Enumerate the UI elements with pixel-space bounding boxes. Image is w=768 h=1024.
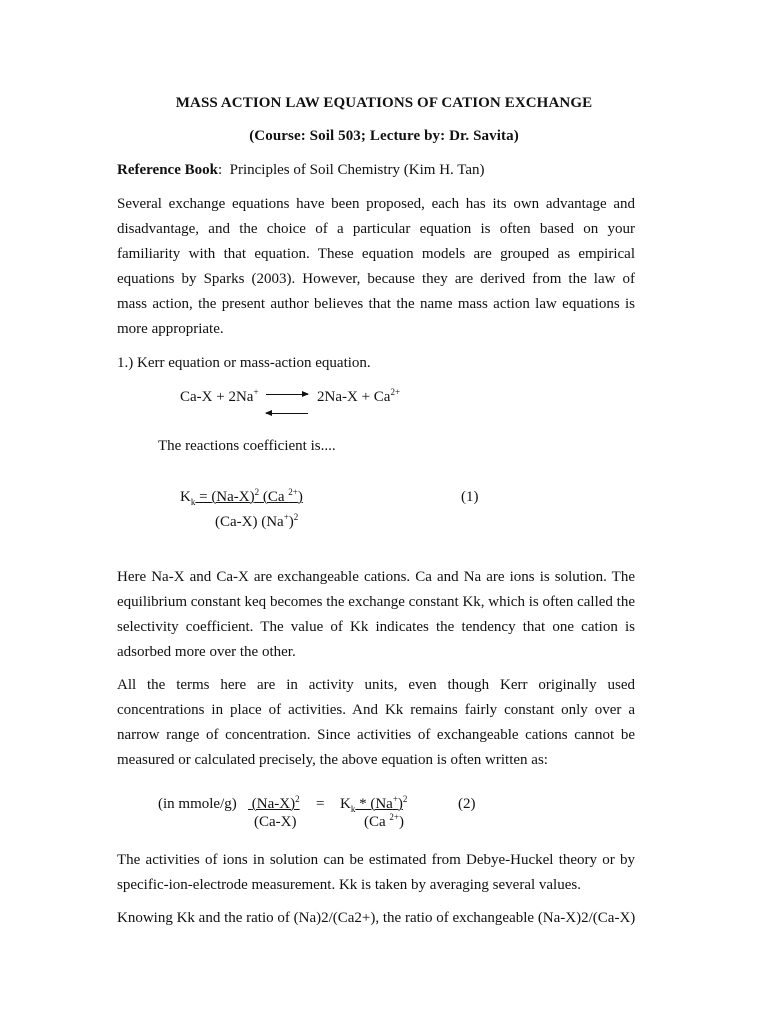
equation-2-equals: =: [316, 796, 325, 812]
document-title: MASS ACTION LAW EQUATIONS OF CATION EXCHANGE: [175, 95, 593, 111]
paragraph-2-line: adsorbed more over the other.: [117, 644, 296, 660]
equation-2-right-numerator: $K_k * (Na^+)^2$: [340, 794, 408, 814]
equation-1-numerator: $K_k = (Na-X)^2$ (Ca $^{2+}$): [180, 487, 303, 507]
paragraph-1-line: equations by Sparks (2003). However, because they are derived from the law of: [117, 271, 635, 287]
reference-label: Reference Book: [117, 162, 218, 178]
equation-2-number: (2): [458, 796, 476, 812]
paragraph-3-line: All the terms here are in activity units, even though Kerr originally used: [117, 677, 635, 693]
section-heading: 1.) Kerr equation or mass-action equation.: [117, 355, 371, 371]
coefficient-text: The reactions coefficient is....: [158, 438, 336, 454]
reverse-arrow-icon: [266, 413, 308, 414]
equation-2-denominator-left: (Ca-X): [254, 814, 297, 830]
paragraph-1-line: disadvantage, and the choice of a particular equation is often based on your: [117, 221, 635, 237]
paragraph-3-line: measured or calculated precisely, the above equation is often written as:: [117, 752, 548, 768]
reference-text: Principles of Soil Chemistry (Kim H. Tan): [229, 162, 485, 178]
paragraph-3-line: concentrations in place of activities. And Kk remains fairly constant only over a: [117, 702, 635, 718]
paragraph-2-line: Here Na-X and Ca-X are exchangeable cations. Ca and Na are ions is solution. The: [117, 569, 635, 585]
paragraph-2-line: selectivity coefficient. The value of Kk indicates the tendency that one cation is: [117, 619, 635, 635]
reaction-right: $2Na-X + Ca^{2+}$: [317, 387, 401, 405]
paragraph-1-line: familiarity with that equation. These equation models are grouped as empirical: [117, 246, 635, 262]
equation-1-denominator: (Ca-X) $(Na^+)^2$: [215, 512, 299, 530]
forward-arrow-icon: [266, 394, 308, 395]
paragraph-1-line: Several exchange equations have been proposed, each has its own advantage and: [117, 196, 635, 212]
reference-colon: :: [217, 162, 223, 178]
paragraph-2-line: equilibrium constant keq becomes the exchange constant Kk, which is often called the: [117, 594, 635, 610]
equation-2-denominator-right: (Ca $^{2+}$): [364, 812, 404, 830]
equation-2-numerator: $(Na-X)^2$: [251, 794, 300, 812]
reaction-left: Ca-X + 2Na+: [180, 387, 259, 405]
paragraph-1-line: more appropriate.: [117, 321, 224, 337]
paragraph-1-line: mass action, the present author believes that the name mass action law equations is: [117, 296, 635, 312]
paragraph-4-line: specific-ion-electrode measurement. Kk is taken by averaging several values.: [117, 877, 581, 893]
equation-2-prefix: (in mmole/g): [158, 796, 237, 812]
reference-line: [117, 162, 635, 179]
equation-1-number: (1): [461, 489, 479, 505]
document-subtitle: (Course: Soil 503; Lecture by: Dr. Savita): [249, 128, 519, 144]
paragraph-5-line: Knowing Kk and the ratio of (Na)2/(Ca2+), the ratio of exchangeable (Na-X)2/(Ca-X): [117, 910, 636, 926]
paragraph-3-line: narrow range of concentration. Since activities of exchangeable cations cannot be: [117, 727, 635, 743]
paragraph-4-line: The activities of ions in solution can be estimated from Debye-Huckel theory or by: [117, 852, 635, 868]
